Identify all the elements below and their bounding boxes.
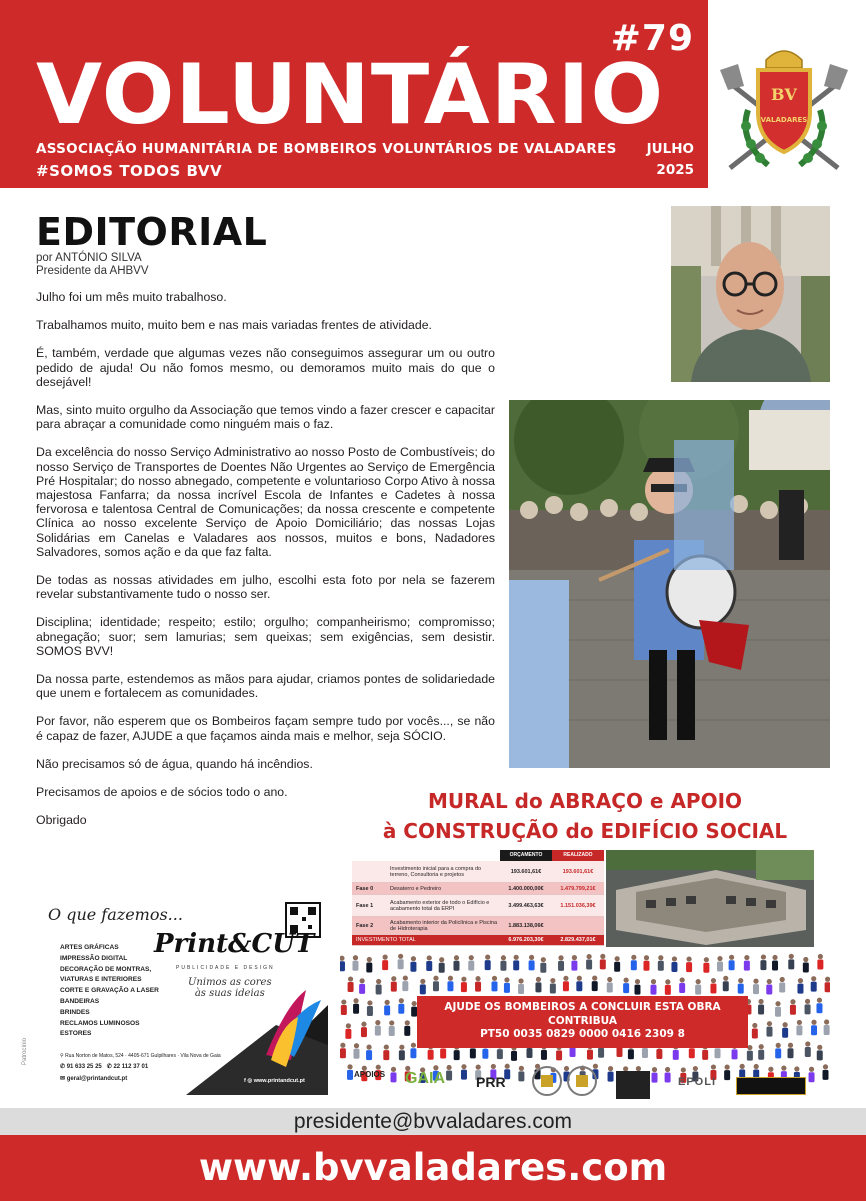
crowd-figure [504,977,510,993]
sponsor-black-logo [736,1077,806,1095]
crowd-figure [491,976,497,992]
crowd-figure [540,957,546,973]
crowd-figure [359,978,365,994]
crowd-figure [345,1023,351,1039]
crowd-figure [824,1019,830,1035]
crowd-figure [558,955,564,971]
svg-text:VALADARES: VALADARES [760,116,808,124]
list-item: IMPRESSÃO DIGITAL [60,954,128,962]
crowd-figure [710,978,716,994]
table-header [352,850,604,861]
building-construction-photo [606,850,814,947]
crowd-figure [607,977,613,993]
list-item: RECLAMOS LUMINOSOS [60,1019,140,1027]
crowd-figure [686,956,692,972]
association-name: ASSOCIAÇÃO HUMANITÁRIA DE BOMBEIROS VOLUNTÁRIOS DE VALADARES [36,141,617,157]
crowd-figure [766,979,772,995]
crowd-figure [796,1020,802,1036]
crowd-figure [805,1041,811,1057]
crowd-figure [398,954,404,970]
crowd-figure [805,999,811,1015]
list-item: DECORAÇÃO DE MONTRAS, [60,965,152,973]
crowd-figure [592,976,598,992]
crowd-figure [772,955,778,971]
ad-slogan: Unimos as cores às suas ideias [188,977,272,999]
crowd-figure [825,977,830,993]
crowd-figure [775,1043,781,1059]
ad-brand: Print&CUT [154,929,315,959]
editorial-paragraph: Trabalhamos muito, muito bem e nas mais variadas frentes de atividade. [36,318,432,333]
crowd-figure [376,979,382,995]
list-item: ARTES GRÁFICAS [60,944,119,951]
masthead-banner [0,0,708,188]
patrocinio-label: Patrocínio [22,1037,28,1065]
crowd-figure [811,1020,817,1036]
issue-year: 2025 [656,162,694,178]
crowd-figure [744,955,750,971]
crowd-figure [433,976,439,992]
crowd-figure [446,1065,452,1081]
crowd-figure [353,998,359,1014]
crowd-figure [729,955,735,971]
crowd-figure [347,1064,353,1080]
crowd-figure [717,956,723,972]
tagline: #SOMOS TODOS BVV [36,162,223,180]
crowd-figure [724,1065,730,1081]
crowd-figure [766,1021,772,1037]
author-role: Presidente da AHBVV [36,265,149,277]
editorial-paragraph: Julho foi um mês muito trabalhoso. [36,290,227,304]
crowd-figure [361,1022,367,1038]
crowd-figure [391,1067,397,1083]
crowd-figure [576,976,582,992]
crowd-figure [643,955,649,971]
crowd-figure [816,998,822,1014]
crowd-figure [803,957,809,973]
president-email[interactable]: presidente@bvvaladares.com [0,1108,866,1135]
crowd-figure [353,1043,359,1059]
sponsor-crest-logos [530,1064,600,1103]
crowd-figure [758,1044,764,1060]
editorial-paragraph: É, também, verdade que algumas vezes não conseguimos assegurar um ou outro pedido de ajuda! Ou não fomos mesmo, ou demoramos muito mais do que o desejável! [36,346,495,389]
table-row: Investimento inicial para a compra do terreno, Consultoria e projetos 193.601,61€ 193.601,61€ [352,861,604,883]
crowd-figure [410,956,416,972]
sponsor-dark-logo [616,1071,650,1099]
sponsor-gaia-logo: GAIA [405,1070,445,1087]
help-line2: CONTRIBUA [548,1014,617,1027]
crowd-figure [623,978,629,994]
editorial-paragraph: Precisamos de apoios e de sócios todo o ano. [36,785,288,800]
issue-month: JULHO [646,141,694,157]
investment-table [352,850,604,946]
crowd-figure [367,1000,373,1016]
crowd-figure [703,957,709,973]
crowd-figure [518,978,524,994]
crowd-figure [809,1067,815,1083]
ad-services-list [60,943,159,1040]
crowd-figure [447,976,453,992]
crowd-figure [665,1067,671,1083]
editorial-paragraph: Por favor, não esperem que os Bombeiros façam sempre tudo por vocês..., se não é capaz de fazer, AJUDE a que façamos ainda mais e melhor, seja SÓCIO. [36,714,495,743]
mural-title-line2: à CONSTRUÇÃO do EDIFÍCIO SOCIAL [382,819,788,843]
crowd-figure [402,975,408,991]
iban: PT50 0035 0829 0000 0416 2309 8 [480,1028,685,1040]
crowd-figure [775,1001,781,1017]
crowd-figure [399,1045,405,1061]
list-item: VIATURAS E INTERIORES [60,976,142,984]
crowd-figure [384,1000,390,1016]
crowd-figure [513,955,519,971]
crowd-figure [500,955,506,971]
crowd-figure [823,1064,829,1080]
crowd-figure [485,955,491,971]
crowd-figure [420,979,426,995]
crowd-figure [410,1043,416,1059]
editorial-paragraph: Não precisamos só de água, quando há incêndios. [36,756,313,771]
crowd-figure [366,957,372,973]
crowd-figure [453,955,459,971]
help-line1: AJUDE OS BOMBEIROS A CONCLUIR ESTA OBRA [444,1001,721,1013]
editorial-heading: EDITORIAL [36,210,268,254]
ad-email: ✉ geral@printandcut.pt [60,1076,128,1082]
editorial-byline [36,252,149,278]
crowd-figure [631,955,637,971]
crowd-figure [404,1020,410,1036]
masthead-title: VOLUNTÁRIO [36,46,665,143]
list-item: CORTE E GRAVAÇÃO A LASER [60,987,159,995]
editorial-paragraph: Disciplina; identidade; respeito; estilo; orgulho; companheirismo; compromisso; abnegação; suor; sem lamurias; sem queixas; sem exigências, sem desistir. SOMOS BVV! [36,615,495,658]
crowd-figure [658,955,664,971]
crowd-figure [550,978,556,994]
crowd-figure [665,979,671,995]
crowd-figure [752,1023,758,1039]
crowd-figure [398,998,404,1014]
crowd-figure [426,955,432,971]
apoios-label: APOIOS [354,1070,386,1079]
crowd-figure [366,1045,372,1061]
crowd-figure [348,976,354,992]
mural-title [340,786,830,846]
sponsor-epoli-logo: EPOLI [678,1076,717,1088]
mural-title-line1: MURAL do ABRAÇO e APOIO [427,789,743,813]
editorial-paragraph: Mas, sinto muito orgulho da Associação que temos vindo a fazer crescer e capacitar para abraçar a comunidade como ninguém mais o faz. [36,403,495,432]
fanfarra-drummer-photo [509,400,830,768]
table-row: Fase 0 Desaterro e Pedreiro 1.400.000,00€ 1.479.799,21€ [352,883,604,895]
crowd-figure [586,954,592,970]
crowd-figure [340,956,345,972]
crowd-figure [650,979,656,995]
crowd-figure [614,956,620,972]
table-row: Fase 2 Acabamento interior da Policlínica e Piscina de Hidroterapia 1.883.138,06€ [352,917,604,935]
ad-brand-sub: PUBLICIDADE E DESIGN [176,965,275,971]
editorial-paragraph: De todas as nossas atividades em julho, escolhi esta foto por nela se fazerem revelar substantivamente tudo o nosso ser. [36,573,495,602]
crowd-figure [817,1045,823,1061]
issue-number: #79 [610,18,694,59]
crowd-figure [695,979,701,995]
ad-website: f ◎ www.printandcut.pt [244,1078,305,1084]
crowd-figure [797,978,803,994]
crowd-figure [787,1043,793,1059]
author-portrait-photo [671,206,830,382]
crowd-figure [753,979,759,995]
editorial-paragraph: Obrigado [36,813,87,828]
crowd-figure [779,977,785,993]
crowd-figure [738,978,744,994]
crowd-figure [571,955,577,971]
editorial-paragraph: Da nossa parte, estendemos as mãos para ajudar, criamos pontes de solidariedade que unem e fortalecem as comunidades. [36,672,495,701]
crowd-figure [389,1020,395,1036]
crowd-figure [475,976,481,992]
crowd-figure [782,1022,788,1038]
website-link[interactable]: www.bvvaladares.com [0,1135,866,1201]
crowd-figure [652,1067,658,1083]
crowd-figure [563,976,569,992]
crowd-figure [811,976,817,992]
crowd-figure [461,977,467,993]
editorial-body [36,290,495,841]
crowd-figure [634,979,640,995]
crowd-figure [391,976,397,992]
crowd-figure [679,977,685,993]
ad-address: ⚲ Rua Norton de Matos, 524 · 4405-671 Gulpilhares · Vila Nova de Gaia [60,1053,221,1059]
crowd-figure [817,954,823,970]
crowd-figure [341,999,347,1015]
crowd-figure [788,954,794,970]
crowd-figure [535,977,541,993]
donation-appeal-box [417,996,748,1048]
crowd-figure [375,1020,381,1036]
crowd-figure [760,954,766,970]
crowd-figure [790,999,796,1015]
crowd-figure [439,957,445,973]
editorial-paragraph: Da excelência do nosso Serviço Administrativo ao nosso Posto de Combustíveis; do nosso Serviço de Transportes de Doentes Não Urgentes ao Serviço de Emergência Pré Hospitalar; do nosso abnegado, competente e voluntarioso Corpo Ativo à nossa majestosa Fanfarra; da nossa incrível Escola de Infantes e Cadetes à nossa fervorosa e talentosa Central de Comunicações; da nossa crescente e competente Clínica ao nosso excelente Serviço de Apoio Domiciliário; das nossas Lojas Solidárias em Canelas e Valadares aos nossos, muitos e bons, Nadadores Salvadores, somos ação e da que faz falta. [36,445,495,559]
list-item: ESTORES [60,1030,92,1038]
printandcut-ad [36,895,328,1095]
crowd-figure [352,955,358,971]
list-item: BANDEIRAS [60,997,100,1005]
col-orcamento: ORÇAMENTO [500,850,552,861]
crowd-figure [723,976,729,992]
crowd-figure [340,1043,346,1059]
crowd-figure [382,955,388,971]
crowd-figure [600,954,606,970]
ad-phones: ✆ 91 633 25 25 ✆ 22 112 37 01 [60,1064,149,1070]
author-name: por ANTÓNIO SILVA [36,252,142,264]
table-total-row: INVESTIMENTO TOTAL 6.976.203,30€ 2.829.437,01€ [352,935,604,946]
crowd-figure [461,1064,467,1080]
ad-heading: O que fazemos... [48,905,183,924]
table-row: Fase 1 Acabamento exterior de todo o Edifício e acabamento total da ERPI 3.499.463,63€ 1.151.036,39€ [352,895,604,917]
crowd-figure [608,1066,614,1082]
crowd-figure [468,955,474,971]
bvv-crest-logo [718,40,850,175]
crowd-figure [671,956,677,972]
crowd-figure [518,1066,524,1082]
list-item: BRINDES [60,1008,90,1016]
crowd-figure [383,1044,389,1060]
crowd-figure [529,955,535,971]
crowd-figure [758,999,764,1015]
col-realizado: REALIZADO [552,850,604,861]
sponsor-prr-logo: PRR [476,1074,506,1090]
svg-text:BV: BV [771,85,797,104]
